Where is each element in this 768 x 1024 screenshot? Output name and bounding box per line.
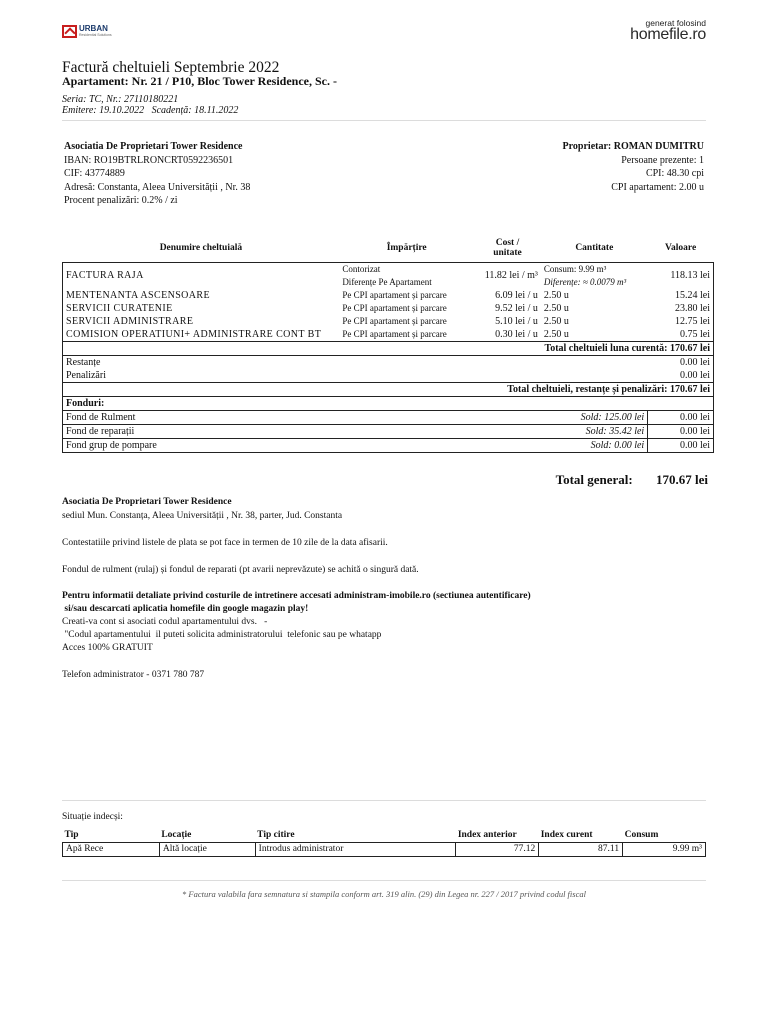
penalties-row (63, 369, 714, 383)
arrears-label: Restanțe (63, 356, 648, 370)
association-name: Asociatia De Proprietari Tower Residence (64, 141, 243, 152)
header-cost: Cost / unitate (493, 237, 522, 258)
expense-cost: 5.10 lei / u (495, 316, 538, 327)
divider (62, 880, 706, 881)
info-seat: sediul Mun. Constanța, Aleea Universității , Nr. 38, parter, Jud. Constanta (62, 511, 343, 521)
fund-value: 0.00 lei (648, 425, 714, 439)
invoice-dates: Emitere: 19.10.2022 Scadență: 18.11.2022 (62, 105, 239, 116)
table-row (63, 262, 714, 289)
fund-balance: Sold: 0.00 lei (590, 440, 645, 451)
fund-value: 0.00 lei (648, 439, 714, 453)
logo-subtext: Residential Solutions (79, 33, 112, 37)
fund-name: Fond grup de pompare (66, 440, 157, 451)
admin-phone: Telefon administrator - 0371 780 787 (62, 670, 205, 680)
expense-cost: 9.52 lei / u (495, 303, 538, 314)
fund-cell (63, 425, 648, 439)
expense-qty: 2.50 u (543, 316, 569, 327)
house-logo-icon (62, 25, 77, 38)
table-row (63, 315, 714, 328)
meter-header-consum: Consum (624, 829, 659, 840)
total-all-row (63, 383, 714, 397)
fund-row (63, 425, 714, 439)
meter-consum: 9.99 m³ (623, 842, 706, 856)
header-name: Denumire cheltuială (159, 242, 243, 253)
total-month-row (63, 342, 714, 356)
meter-header-type: Tip (64, 829, 79, 840)
association-cif: CIF: 43774889 (64, 168, 125, 179)
expense-name: COMISION OPERATIUNI+ ADMINISTRARE CONT BT (63, 328, 340, 342)
meter-header-location: Locație (161, 829, 192, 840)
association-block (64, 140, 250, 208)
owner-persons: Persoane prezente: 1 (621, 154, 704, 166)
expense-split: Pe CPI apartament și parcare (342, 303, 447, 313)
expense-split: Contorizat Diferențe Pe Apartament (339, 262, 474, 289)
divider (62, 120, 706, 121)
info-fund-note: Fondul de rulment (rulaj) și fondul de reparati (pt avarii neprevăzute) se achită o singură dată. (62, 565, 419, 575)
table-row (63, 289, 714, 302)
generated-by-label: generat folosind (645, 18, 706, 28)
fund-name: Fond de Rulment (66, 412, 136, 423)
meter-curr: 87.11 (539, 842, 623, 856)
expenses-table (62, 234, 714, 453)
grand-total-label: Total general: (555, 472, 633, 487)
fund-row (63, 439, 714, 453)
apartment-line: Apartament: Nr. 21 / P10, Bloc Tower Residence, Sc. - (62, 74, 337, 88)
meter-index-table (62, 828, 706, 857)
expense-qty: 2.50 u (543, 329, 569, 340)
meter-type: Apă Rece (63, 842, 160, 856)
legal-footer: * Factura valabila fara semnatura si stampila conform art. 319 alin. (29) din Legea nr. 227 / 2017 privind codul fiscal (182, 889, 586, 899)
owner-name: Proprietar: ROMAN DUMITRU (562, 141, 704, 152)
fund-balance: Sold: 125.00 lei (580, 412, 645, 423)
expense-qty: Consum: 9.99 m³ Diferențe: ≈ 0.0079 m³ (541, 262, 648, 289)
info-line-1: Creati-va cont si asociati codul apartamentului dvs. - (62, 617, 268, 627)
meter-location: Altă locație (159, 842, 255, 856)
expense-qty: 2.50 u (543, 290, 569, 301)
fund-name: Fond de reparații (66, 426, 135, 437)
expense-value: 118.13 lei (648, 262, 714, 289)
funds-header-row (63, 397, 714, 411)
info-contest: Contestatiile privind listele de plata se pot face in termen de 10 zile de la data afisarii. (62, 538, 388, 548)
expense-name: SERVICII CURATENIE (63, 302, 340, 315)
divider (62, 800, 706, 801)
expense-name: FACTURA RAJA (63, 262, 340, 289)
urban-logo (62, 24, 112, 38)
info-bold-2: si/sau descarcati aplicatia homefile din google magazin play! (62, 604, 309, 614)
info-association-name: Asociatia De Proprietari Tower Residence (62, 497, 232, 507)
owner-cpi-apartment: CPI apartament: 2.00 u (611, 181, 704, 193)
table-row (63, 842, 706, 856)
meter-read-type: Introdus administrator (255, 842, 456, 856)
logo-text: URBAN (79, 24, 108, 33)
expense-name: MENTENANTA ASCENSOARE (63, 289, 340, 302)
expense-cost: 6.09 lei / u (495, 290, 538, 301)
homefile-brand: homefile.ro (630, 26, 706, 43)
expense-qty: 2.50 u (543, 303, 569, 314)
fund-cell (63, 411, 648, 425)
expense-value: 0.75 lei (648, 328, 714, 342)
grand-total (556, 472, 708, 488)
meter-header-read-type: Tip citire (257, 829, 295, 840)
situation-title: Situație indecși: (62, 812, 123, 822)
expense-split: Pe CPI apartament și parcare (342, 290, 447, 300)
grand-total-value: 170.67 lei (656, 472, 708, 487)
expense-value: 12.75 lei (648, 315, 714, 328)
expense-value: 23.80 lei (648, 302, 714, 315)
expenses-header-row (63, 234, 714, 262)
penalties-value: 0.00 lei (648, 369, 714, 383)
table-row (63, 302, 714, 315)
table-row (63, 328, 714, 342)
expense-cost: 11.82 lei / m³ (474, 262, 541, 289)
fund-cell (63, 439, 648, 453)
total-all: Total cheltuieli, restanțe și penalizări: 170.67 lei (63, 383, 714, 397)
invoice-series: Seria: TC, Nr.: 27110180221 (62, 94, 179, 105)
funds-label: Fonduri: (63, 397, 714, 411)
info-bold-1: Pentru informatii detaliate privind costurile de intretinere accesati administram-imobile.ro (sectiunea autentificare) (62, 591, 531, 601)
meter-header-curr: Index curent (540, 829, 593, 840)
arrears-row (63, 356, 714, 370)
total-month: Total cheltuieli luna curentă: 170.67 lei (63, 342, 714, 356)
association-address: Adresă: Constanta, Aleea Universității , Nr. 38 (64, 181, 251, 193)
invoice-title: Factură cheltuieli Septembrie 2022 (62, 59, 280, 76)
header-split: Împărțire (386, 242, 427, 253)
info-line-2: "Codul apartamentului il puteti solicita administratorului telefonic sau pe whatapp (62, 630, 382, 640)
meter-prev: 77.12 (456, 842, 539, 856)
header-qty: Cantitate (575, 242, 614, 253)
meter-header-row (63, 828, 706, 842)
penalties-label: Penalizări (63, 369, 648, 383)
expense-value: 15.24 lei (648, 289, 714, 302)
arrears-value: 0.00 lei (648, 356, 714, 370)
association-penalty: Procent penalizări: 0.2% / zi (64, 195, 178, 206)
fund-row (63, 411, 714, 425)
expense-cost: 0.30 lei / u (495, 329, 538, 340)
fund-value: 0.00 lei (648, 411, 714, 425)
owner-block (563, 140, 704, 194)
association-iban: IBAN: RO19BTRLRONCRT0592236501 (64, 154, 234, 166)
expense-split: Pe CPI apartament și parcare (342, 316, 447, 326)
expense-name: SERVICII ADMINISTRARE (63, 315, 340, 328)
header-value: Valoare (665, 242, 697, 253)
info-line-3: Acces 100% GRATUIT (62, 643, 153, 653)
owner-cpi: CPI: 48.30 cpi (645, 168, 704, 179)
fund-balance: Sold: 35.42 lei (585, 426, 645, 437)
expense-split: Pe CPI apartament și parcare (342, 329, 447, 339)
meter-header-prev: Index anterior (457, 829, 517, 840)
